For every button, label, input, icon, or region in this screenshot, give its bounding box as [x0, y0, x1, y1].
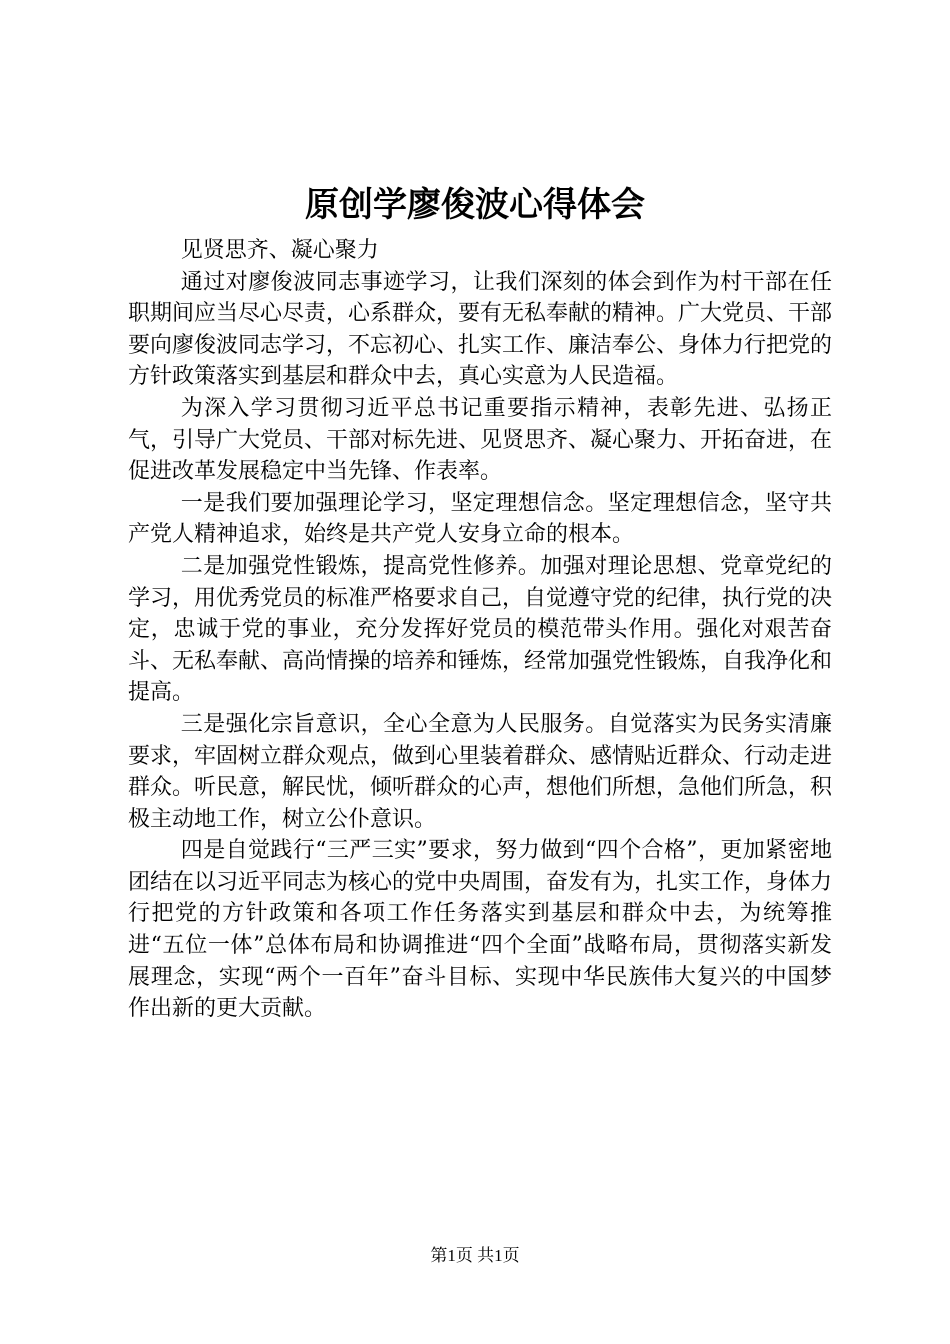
document-title: 原创学廖俊波心得体会: [305, 185, 645, 225]
document-body: [128, 235, 832, 1025]
paragraph-point-three: 三是强化宗旨意识，全心全意为人民服务。自觉落实为民务实清廉要求，牢固树立群众观点，做到心里装着群众、感情贴近群众、行动走进群众。听民意，解民忧，倾听群众的心声，想他们所想，急他们所急，积极主动地工作，树立公仆意识。: [128, 711, 833, 832]
paragraph-intro: 通过对廖俊波同志事迹学习，让我们深刻的体会到作为村干部在任职期间应当尽心尽责，心系群众，要有无私奉献的精神。广大党员、干部要向廖俊波同志学习，不忘初心、扎实工作、廉洁奉公、身体力行把党的方针政策落实到基层和群众中去，真心实意为人民造福。: [128, 269, 833, 390]
paragraph-point-one: 一是我们要加强理论学习，坚定理想信念。坚定理想信念，坚守共产党人精神追求，始终是共产党人安身立命的根本。: [128, 490, 832, 548]
paragraph-point-four: 四是自觉践行“三严三实”要求，努力做到“四个合格”，更加紧密地团结在以习近平同志为核心的党中央周围，奋发有为，扎实工作，身体力行把党的方针政策和各项工作任务落实到基层和群众中去，为统筹推进“五位一体”总体布局和协调推进“四个全面”战略布局，贯彻落实新发展理念，实现“两个一百年”奋斗目标、实现中华民族伟大复兴的中国梦作出新的更大贡献。: [128, 838, 833, 1022]
paragraph-subtitle: 见贤思齐、凝心聚力: [180, 238, 379, 263]
page-number-footer: 第1页 共1页: [430, 1246, 520, 1265]
paragraph-purpose: 为深入学习贯彻习近平总书记重要指示精神，表彰先进、弘扬正气，引导广大党员、干部对标先进、见贤思齐、凝心聚力、开拓奋进，在促进改革发展稳定中当先锋、作表率。: [128, 395, 833, 485]
paragraph-point-two: 二是加强党性锻炼，提高党性修养。加强对理论思想、党章党纪的学习，用优秀党员的标准严格要求自己，自觉遵守党的纪律，执行党的决定，忠诚于党的事业，充分发挥好党员的模范带头作用。强化对艰苦奋斗、无私奉献、高尚情操的培养和锤炼，经常加强党性锻炼，自我净化和提高。: [128, 553, 833, 706]
